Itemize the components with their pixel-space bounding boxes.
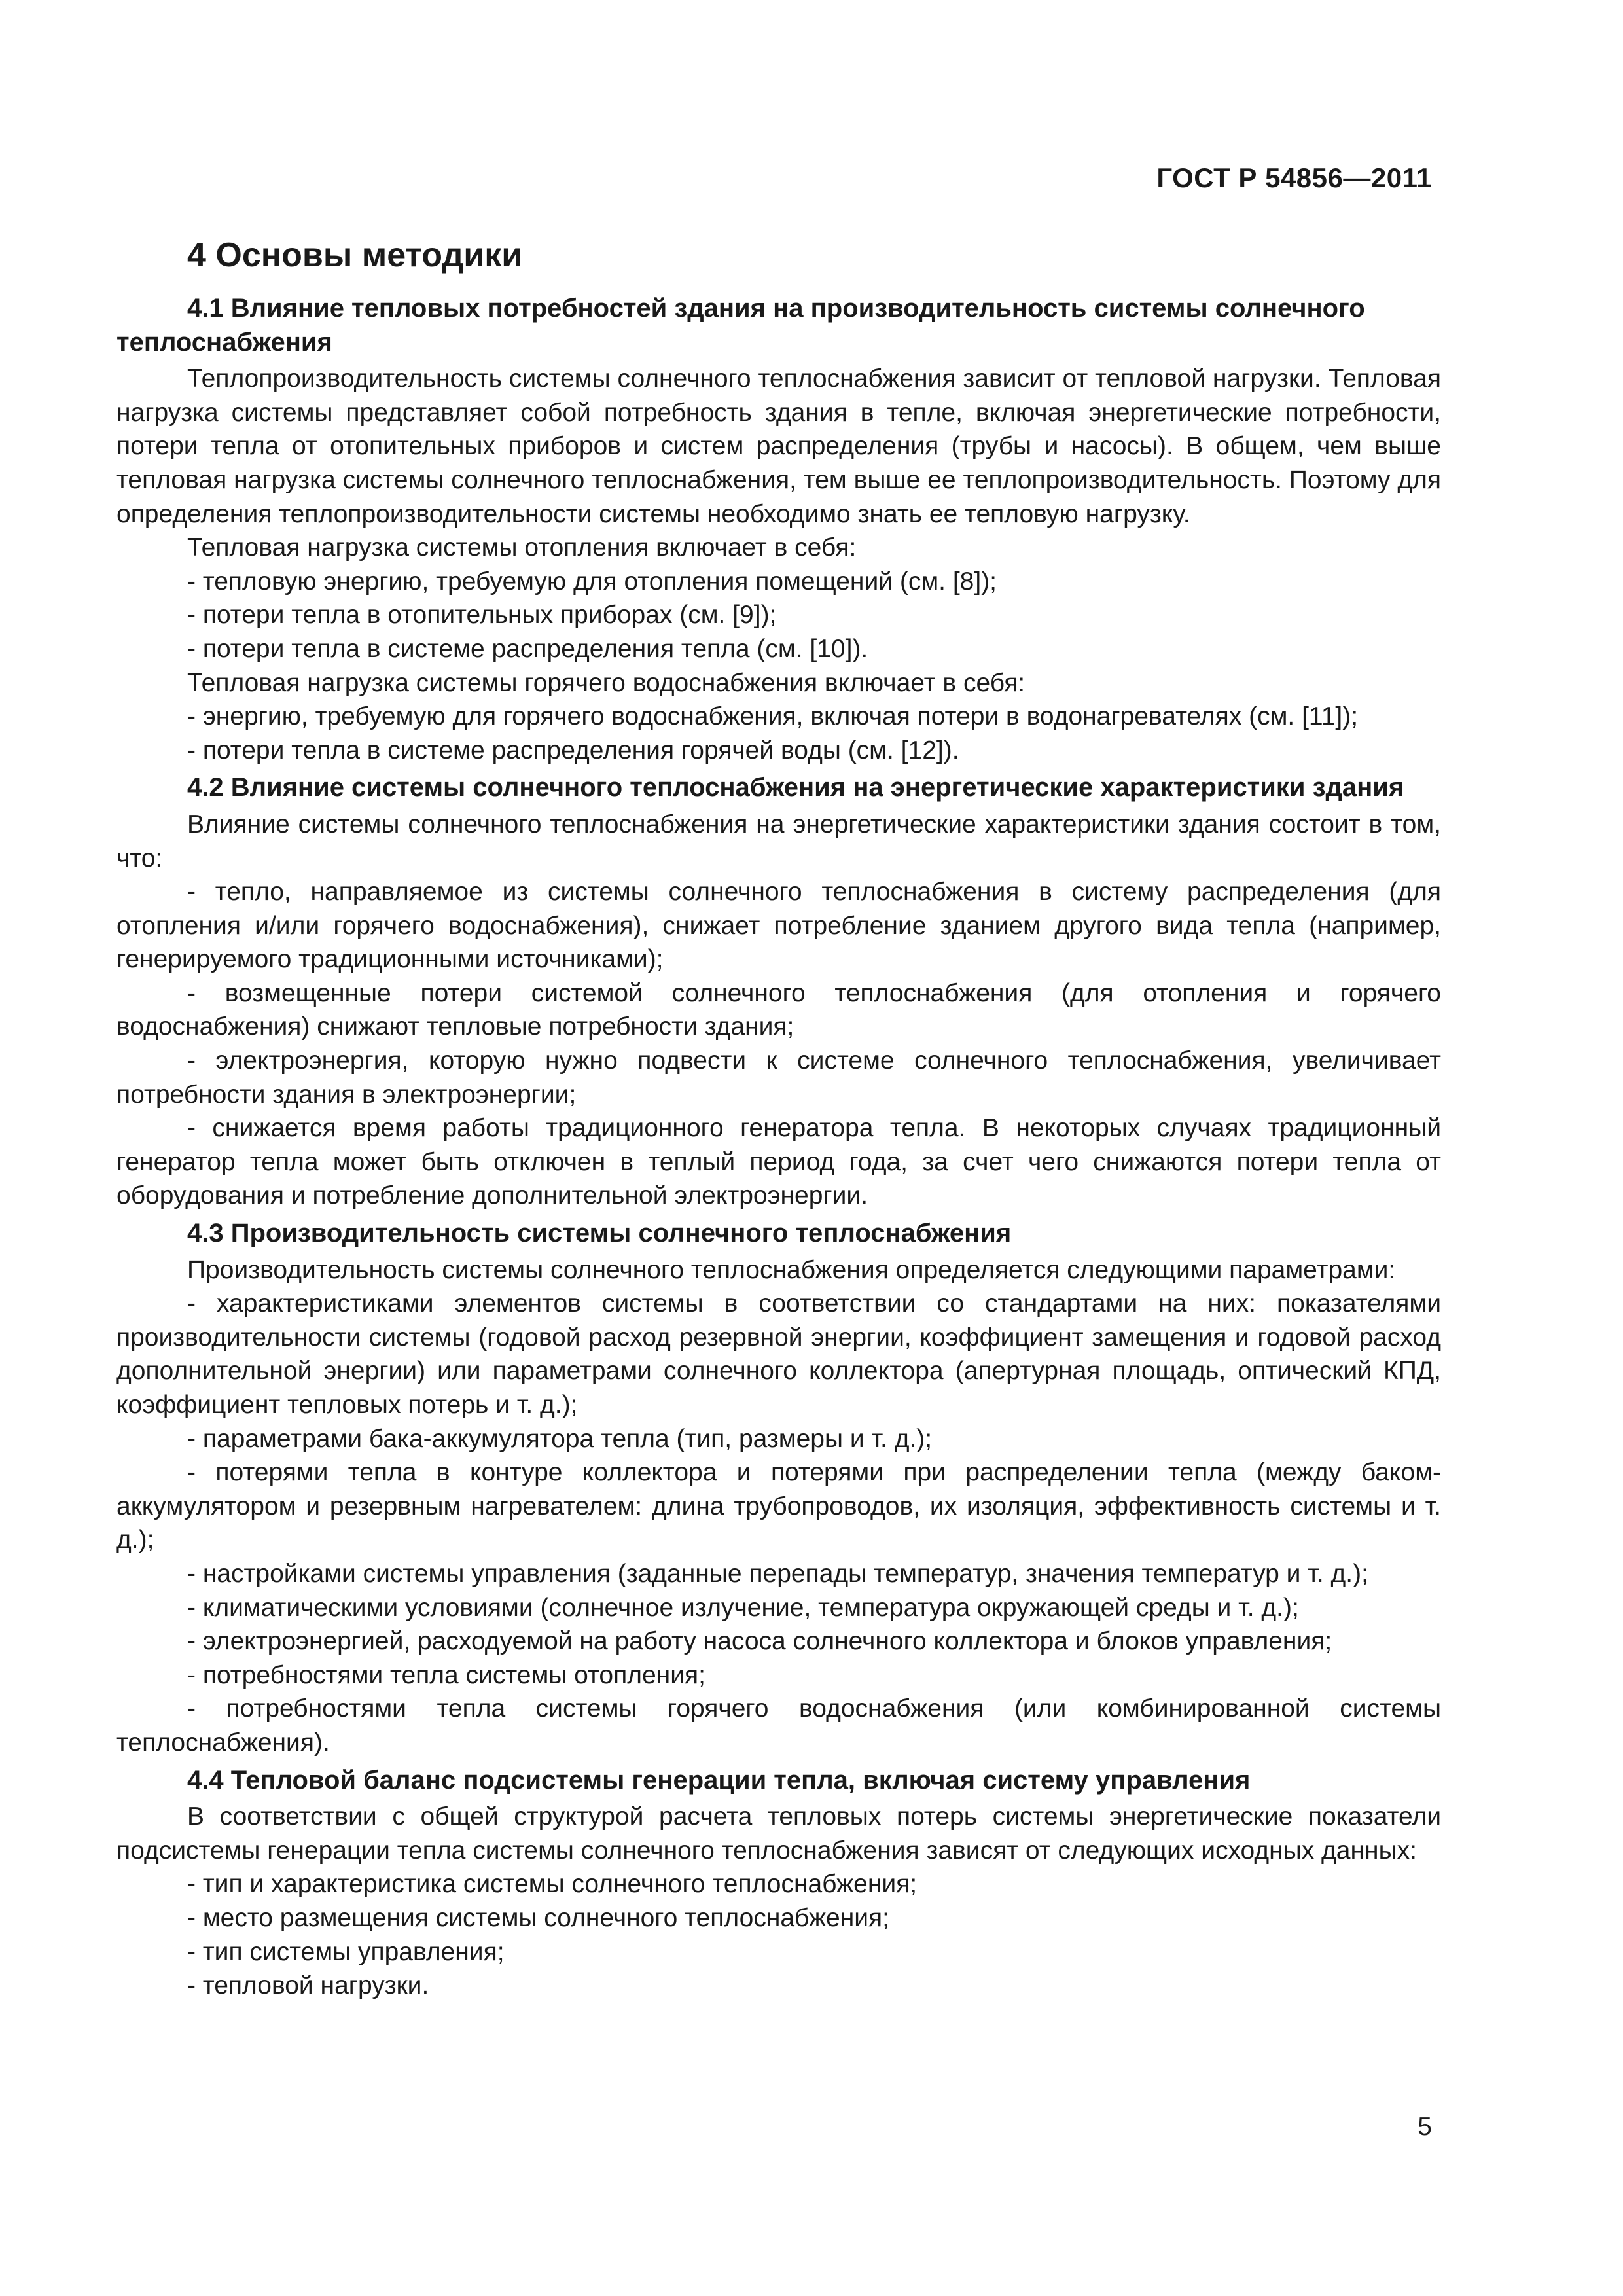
- page-content: [116, 234, 1441, 2003]
- list-item: - тепло, направляемое из системы солнечного теплоснабжения в систему распределения (для отопления и/или горячего водоснабжения), снижает потребление зданием другого вида тепла (например, генерируемого традиционными источниками);: [116, 878, 1441, 974]
- paragraph: Теплопроизводительность системы солнечного теплоснабжения зависит от тепловой нагрузки. Тепловая нагрузка системы представляет собой потребность здания в тепле, включая энергетические потребности, потери тепла от отопительных приборов и систем распределения (трубы и насосы). В общем, чем выше тепловая нагрузка системы солнечного теплоснабжения, тем выше ее теплопроизводительность. Поэтому для определения теплопроизводительности системы необходимо знать ее тепловую нагрузку.: [116, 365, 1441, 528]
- list-item: - характеристиками элементов системы в соответствии со стандартами на них: показателями производительности системы (годовой расход резервной энергии, коэффициент замещения и годовой расход дополнительной энергии) или параметрами солнечного коллектора (апертурная площадь, оптический КПД, коэффициент тепловых потерь и т. д.);: [116, 1289, 1441, 1419]
- paragraph: Производительность системы солнечного теплоснабжения определяется следующими параметрами:: [187, 1255, 1396, 1284]
- hotwater-load-list: [116, 700, 1441, 767]
- paragraph: Тепловая нагрузка системы отопления включает в себя:: [187, 533, 857, 562]
- list-item: - климатическими условиями (солнечное излучение, температура окружающей среды и т. д.);: [187, 1593, 1299, 1622]
- list-item: - место размещения системы солнечного теплоснабжения;: [187, 1903, 889, 1932]
- list-item: - возмещенные потери системой солнечного теплоснабжения (для отопления и горячего водоснабжения) снижают тепловые потребности здания;: [116, 978, 1441, 1041]
- list-item: - электроэнергия, которую нужно подвести к системе солнечного теплоснабжения, увеличивает потребности здания в электроэнергии;: [116, 1047, 1441, 1109]
- subsection-heading-4-1: 4.1 Влияние тепловых потребностей здания на производительность системы солнечного теплоснабжения: [116, 294, 1365, 357]
- list-item: - тип системы управления;: [187, 1937, 505, 1966]
- list-item: - тепловую энергию, требуемую для отопления помещений (см. [8]);: [187, 567, 997, 596]
- paragraph: Тепловая нагрузка системы горячего водоснабжения включает в себя:: [187, 668, 1026, 697]
- subsection-heading-4-4: 4.4 Тепловой баланс подсистемы генерации тепла, включая систему управления: [187, 1765, 1251, 1795]
- subsection-heading-4-2: 4.2 Влияние системы солнечного теплоснабжения на энергетические характеристики здания: [187, 773, 1404, 802]
- list-item: - тепловой нагрузки.: [187, 1971, 429, 2000]
- list-item: - потребностями тепла системы горячего водоснабжения (или комбинированной системы теплоснабжения).: [116, 1695, 1441, 1757]
- list-item: - потери тепла в отопительных приборах (см. [9]);: [187, 601, 777, 630]
- page-number: 5: [1418, 2113, 1432, 2141]
- subsection-heading-4-3: 4.3 Производительность системы солнечного теплоснабжения: [187, 1219, 1012, 1248]
- list-item: - потери тепла в системе распределения тепла (см. [10]).: [187, 634, 868, 663]
- list-item: - настройками системы управления (заданные перепады температур, значения температур и т. д.);: [187, 1559, 1368, 1588]
- list-item: - потери тепла в системе распределения горячей воды (см. [12]).: [187, 736, 959, 764]
- heating-load-list: [116, 565, 1441, 666]
- list-item: - электроэнергией, расходуемой на работу насоса солнечного коллектора и блоков управления;: [187, 1627, 1332, 1656]
- document-code: ГОСТ Р 54856—2011: [1156, 162, 1432, 193]
- list-item: - тип и характеристика системы солнечного теплоснабжения;: [187, 1870, 918, 1899]
- list-item: - потерями тепла в контуре коллектора и потерями при распределении тепла (между баком-аккумулятором и резервным нагревателем: длина трубопроводов, их изоляция, эффективность системы и т. д.);: [116, 1458, 1441, 1554]
- input-data-list: [116, 1867, 1441, 2002]
- influence-list: [116, 875, 1441, 1213]
- list-item: - потребностями тепла системы отопления;: [187, 1660, 705, 1689]
- list-item: - снижается время работы традиционного генератора тепла. В некоторых случаях традиционный генератор тепла может быть отключен в теплый период года, за счет чего снижаются потери тепла от оборудования и потребление дополнительной электроэнергии.: [116, 1114, 1441, 1210]
- paragraph: Влияние системы солнечного теплоснабжения на энергетические характеристики здания состоит в том, что:: [116, 810, 1441, 872]
- section-title: 4 Основы методики: [187, 236, 523, 274]
- list-item: - параметрами бака-аккумулятора тепла (тип, размеры и т. д.);: [187, 1424, 933, 1453]
- list-item: - энергию, требуемую для горячего водоснабжения, включая потери в водонагревателях (см. [11]);: [187, 702, 1359, 731]
- paragraph: В соответствии с общей структурой расчета тепловых потерь системы энергетические показатели подсистемы генерации тепла системы солнечного теплоснабжения зависят от следующих исходных данных:: [116, 1803, 1441, 1865]
- parameters-list: [116, 1287, 1441, 1759]
